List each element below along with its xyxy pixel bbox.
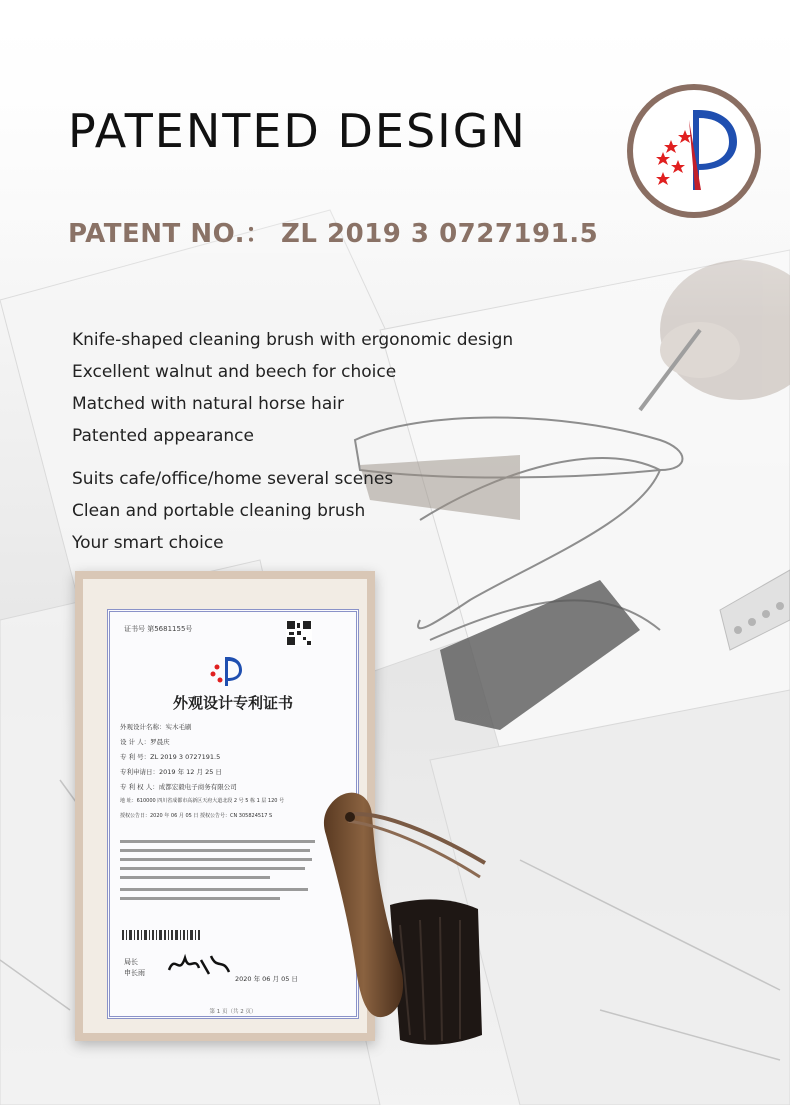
- feature-list: [72, 328, 513, 563]
- certificate-title: 外观设计专利证书: [172, 694, 293, 712]
- certificate-number: 证书号 第5681155号: [124, 625, 193, 633]
- feature-item: Patented appearance: [72, 426, 254, 446]
- page-title: PATENTED DESIGN: [68, 104, 527, 158]
- feature-item: Matched with natural horse hair: [72, 394, 344, 414]
- certificate-body-text: [120, 840, 320, 930]
- certificate-date: 2020 年 06 月 05 日: [235, 975, 298, 983]
- certificate-row: 外观设计名称：实木毛刷: [120, 723, 192, 731]
- barcode-icon: [122, 930, 212, 940]
- certificate-row: 设 计 人：罗晨庆: [120, 738, 170, 746]
- certificate-signer: [124, 957, 145, 979]
- signer-name: 申长雨: [124, 969, 145, 977]
- feature-gap: [72, 456, 513, 467]
- certificate-emblem-icon: [205, 654, 245, 688]
- signature-image: [165, 950, 235, 980]
- patent-number: PATENT NO.： ZL 2019 3 0727191.5: [68, 219, 599, 249]
- certificate-row: 专 利 号：ZL 2019 3 0727191.5: [120, 753, 221, 761]
- wooden-brush-product: [300, 785, 500, 1055]
- feature-item: Your smart choice: [72, 533, 224, 553]
- certificate-details: [120, 722, 284, 827]
- certificate-row: 地 址：610000 四川省成都市高新区天府大道北段 2 号 5 栋 1 层 120 号: [120, 798, 285, 804]
- feature-item: Suits cafe/office/home several scenes: [72, 469, 394, 489]
- certificate-row: 专利申请日：2019 年 12 月 25 日: [120, 768, 222, 776]
- feature-item: Clean and portable cleaning brush: [72, 501, 366, 521]
- qr-code-icon: [286, 620, 312, 646]
- feature-item: Knife-shaped cleaning brush with ergonomic design: [72, 330, 514, 350]
- signer-title: 局长: [124, 958, 138, 966]
- certificate-footer: 第 1 页（共 2 页）: [209, 1009, 257, 1015]
- patent-office-emblem-icon: [627, 84, 761, 218]
- feature-item: Excellent walnut and beech for choice: [72, 362, 397, 382]
- certificate-row: 专 利 权 人：成都宏毅电子商务有限公司: [120, 783, 237, 791]
- certificate-row: 授权公告日：2020 年 06 月 05 日 授权公告号：CN 305824517 S: [120, 813, 273, 819]
